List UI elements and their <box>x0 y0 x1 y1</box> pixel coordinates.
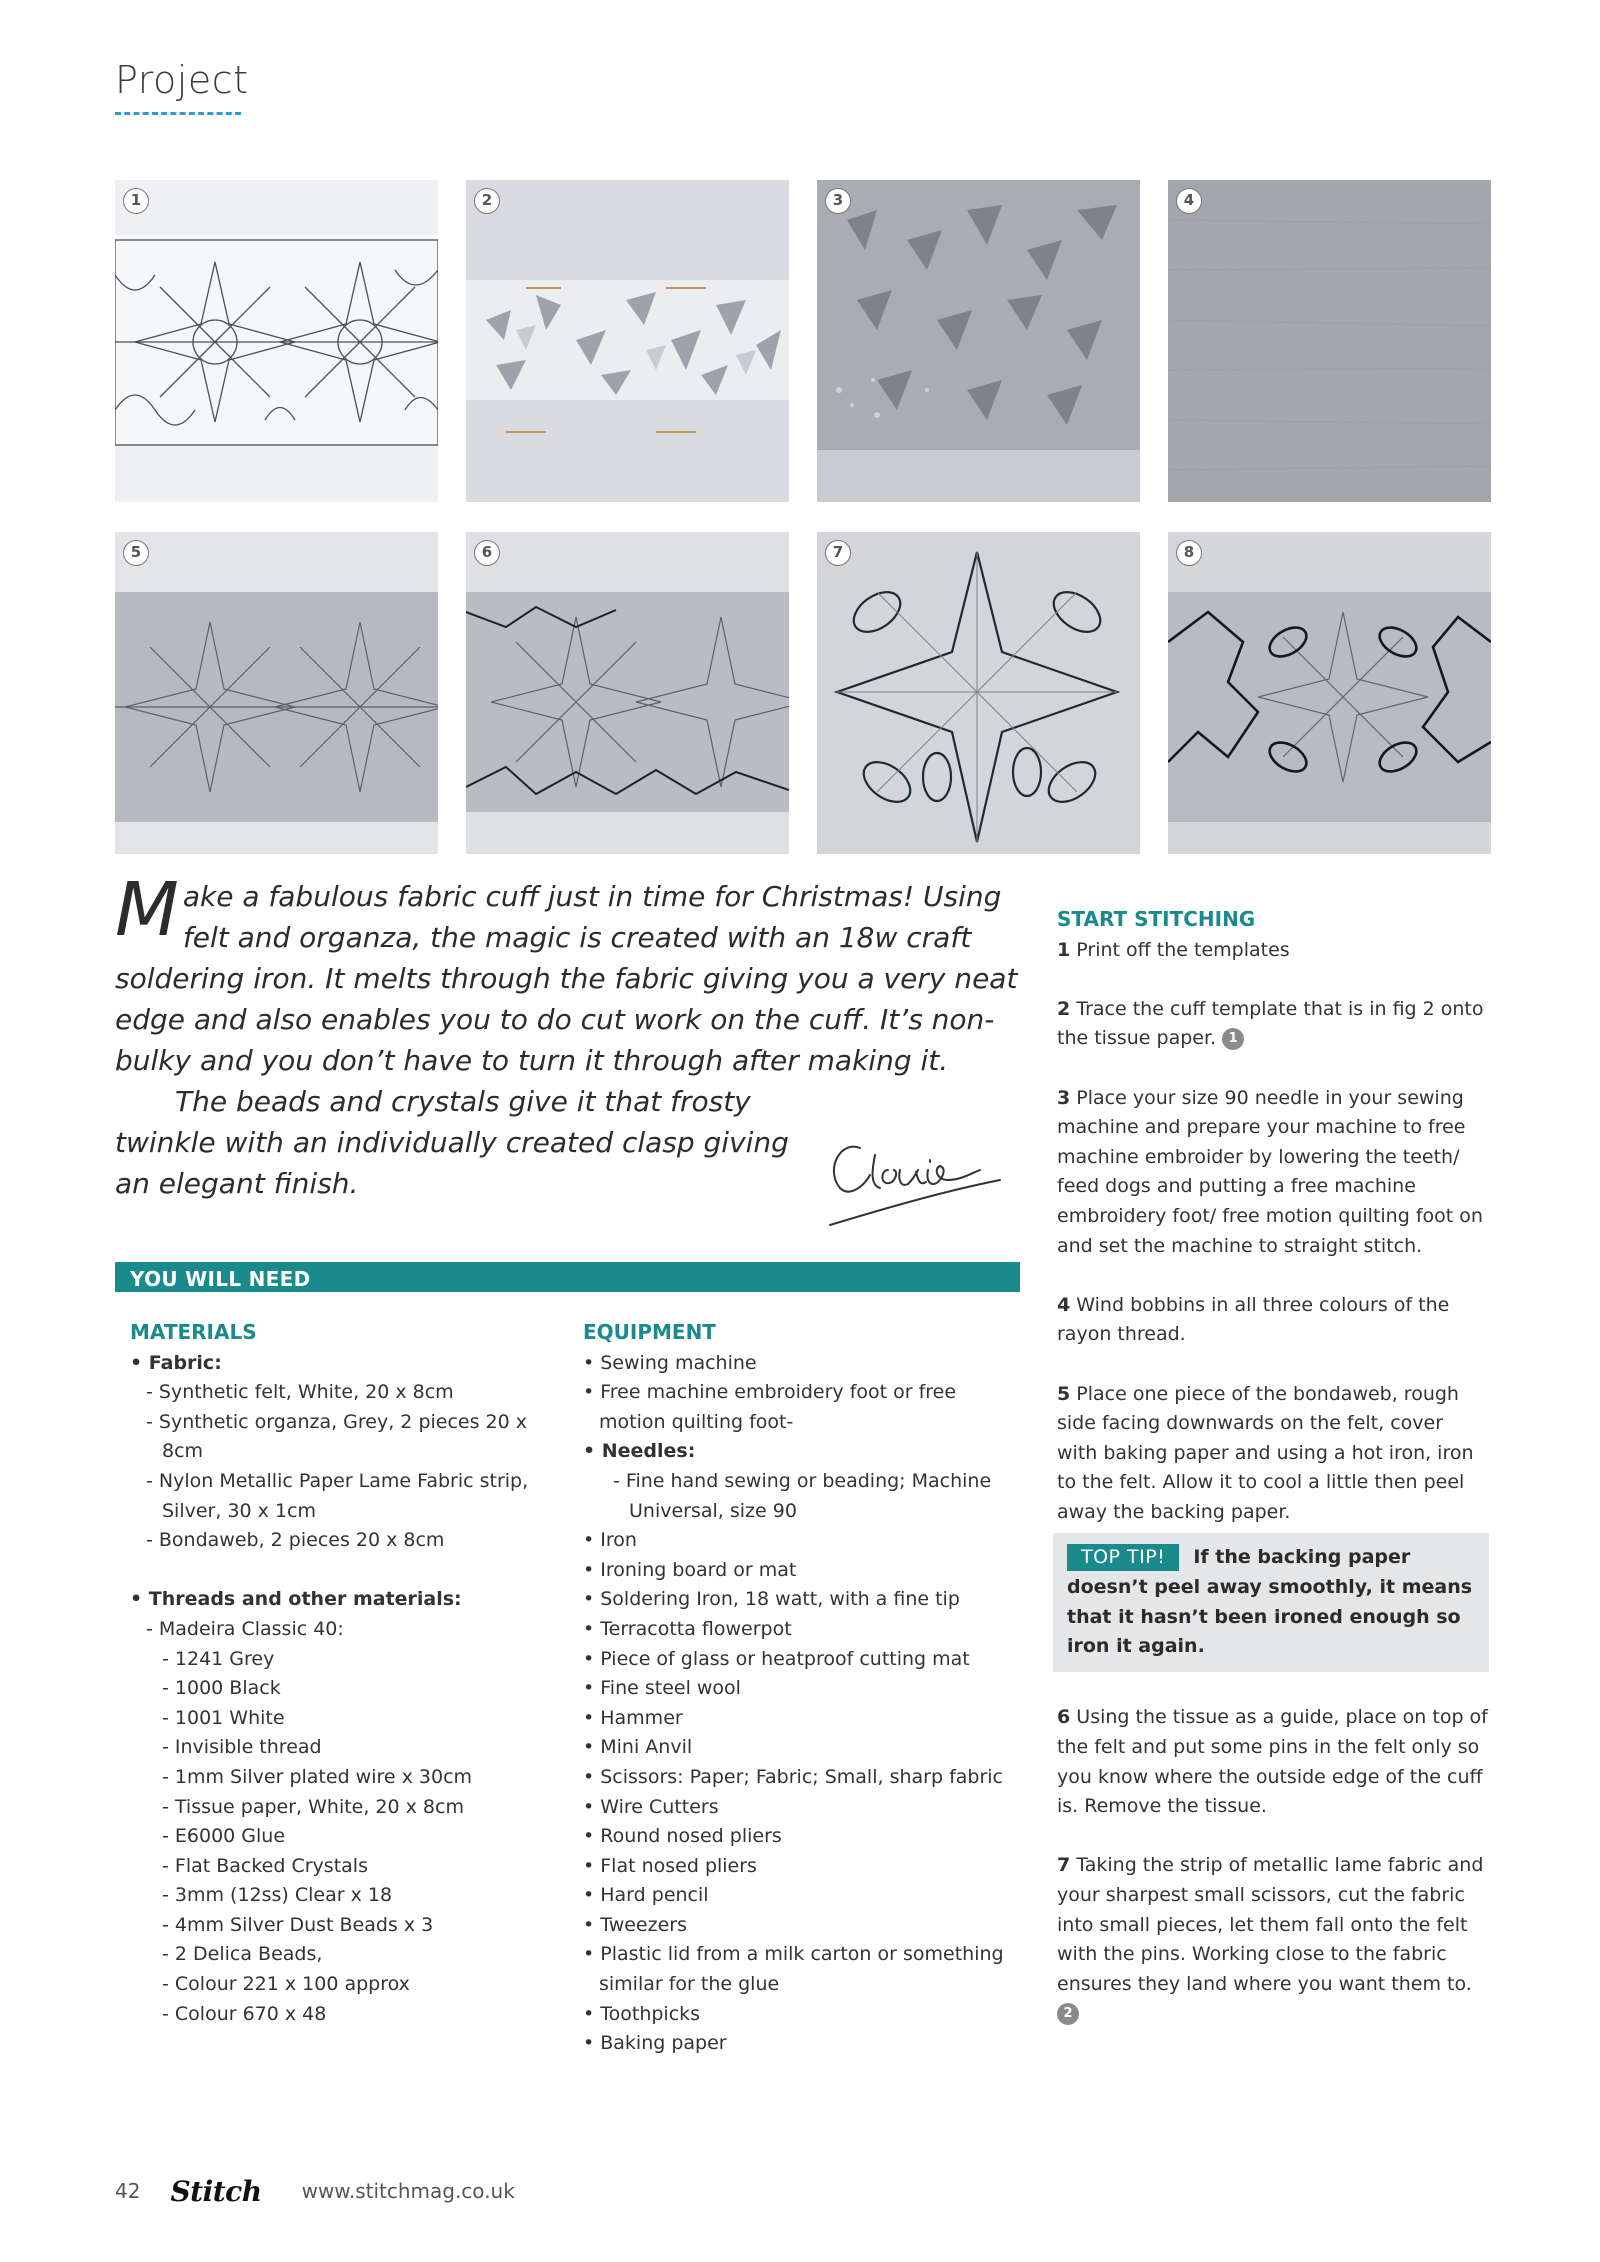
list-item: • Toothpicks <box>583 2002 701 2025</box>
list-item: • Terracotta flowerpot <box>583 1617 792 1640</box>
intro-paragraph-2: The beads and crystals give it that frosty twinkle with an individually created clasp giving an elegant finish. <box>115 1085 789 1200</box>
author-signature <box>820 1130 1010 1240</box>
list-item: - Synthetic organza, Grey, 2 pieces 20 x 8cm <box>146 1410 528 1463</box>
list-item: - Invisible thread <box>162 1736 322 1759</box>
step-photo-4 <box>1168 180 1491 502</box>
equipment-heading: EQUIPMENT <box>583 1320 716 1344</box>
list-item: - E6000 Glue <box>162 1825 286 1848</box>
step-number: 6 <box>1057 1706 1071 1729</box>
list-item: - Tissue paper, White, 20 x 8cm <box>162 1795 464 1818</box>
section-underline <box>115 112 241 115</box>
list-item: • Round nosed pliers <box>583 1825 782 1848</box>
list-item: • Fine steel wool <box>583 1677 741 1700</box>
fabric-label: • Fabric: <box>130 1351 222 1374</box>
step-5 <box>1057 1380 1489 1528</box>
threads-label: • Threads and other materials: <box>130 1588 462 1611</box>
list-item: - Colour 221 x 100 approx <box>162 1973 410 1996</box>
step-number: 1 <box>1057 938 1071 961</box>
step-7 <box>1057 1851 1489 2029</box>
magazine-logo: Stitch <box>170 2174 262 2208</box>
pinned-tissue-image <box>115 532 438 854</box>
photo-number-badge: 8 <box>1176 540 1202 566</box>
step-number: 2 <box>1057 997 1071 1020</box>
list-item: • Free machine embroidery foot or free motion quilting foot- <box>583 1381 957 1433</box>
page-footer <box>115 2175 515 2207</box>
list-item: - 4mm Silver Dust Beads x 3 <box>162 1913 434 1936</box>
needles-label: • Needles: <box>583 1440 696 1463</box>
list-item: • Flat nosed pliers <box>583 1854 757 1877</box>
photo-number-badge: 5 <box>123 540 149 566</box>
list-item: - Colour 670 x 48 <box>162 2002 327 2025</box>
grey-organza-image <box>1168 180 1491 502</box>
step-photo-1 <box>115 180 438 502</box>
list-item: - Synthetic felt, White, 20 x 8cm <box>146 1381 454 1404</box>
figure-ref-badge: 2 <box>1057 2003 1079 2025</box>
list-item: • Iron <box>583 1529 637 1552</box>
finished-stitching-image <box>1168 532 1491 854</box>
step-photo-2 <box>466 180 789 502</box>
list-item: • Mini Anvil <box>583 1736 693 1759</box>
top-tip-text: If the backing paper doesn’t peel away smoothly, it means that it hasn’t been ironed enough so iron it again. <box>1067 1546 1473 1658</box>
step-text: Trace the cuff template that is in fig 2 onto the tissue paper. <box>1057 997 1484 1050</box>
organza-over-fragments-image <box>817 180 1140 502</box>
signature-image <box>820 1130 1010 1240</box>
step-photo-6 <box>466 532 789 854</box>
list-item: - 1001 White <box>162 1706 285 1729</box>
list-item: • Ironing board or mat <box>583 1558 797 1581</box>
list-item: • Baking paper <box>583 2032 727 2055</box>
list-item: • Tweezers <box>583 1913 687 1936</box>
materials-heading: MATERIALS <box>130 1320 257 1344</box>
stitched-outline-image <box>466 532 789 854</box>
list-item: - 2 Delica Beads, <box>162 1943 323 1966</box>
you-will-need-label: YOU WILL NEED <box>130 1267 311 1291</box>
step-2 <box>1057 995 1489 1054</box>
list-item: - Fine hand sewing or beading; Machine Universal, size 90 <box>613 1469 992 1522</box>
list-item: - Madeira Classic 40: <box>146 1617 344 1640</box>
top-tip-box <box>1053 1533 1489 1671</box>
photo-number-badge: 4 <box>1176 188 1202 214</box>
you-will-need-bar <box>115 1262 1020 1292</box>
photo-number-badge: 6 <box>474 540 500 566</box>
list-item: - Flat Backed Crystals <box>162 1854 368 1877</box>
step-photo-5 <box>115 532 438 854</box>
step-photo-7 <box>817 532 1140 854</box>
step-text: Place your size 90 needle in your sewing machine and prepare your machine to free machine embroider by lowering the teeth/ feed dogs and putting a free machine embroidery foot/ free motion quilting foot on and set the machine to straight stitch. <box>1057 1086 1483 1257</box>
step-text: Taking the strip of metallic lame fabric and your sharpest small scissors, cut the fabric into small pieces, let them fall onto the felt with the pins. Working close to the fabric ensures they land where you want them to. <box>1057 1854 1484 1995</box>
start-stitching-column <box>1057 905 1489 2029</box>
step-number: 3 <box>1057 1086 1071 1109</box>
step-text: Print off the templates <box>1076 938 1290 961</box>
list-item: - Bondaweb, 2 pieces 20 x 8cm <box>146 1529 445 1552</box>
photo-number-badge: 7 <box>825 540 851 566</box>
website-url: www.stitchmag.co.uk <box>301 2179 515 2203</box>
materials-column <box>130 1318 560 2029</box>
metallic-fragments-image <box>466 180 789 502</box>
step-text: Using the tissue as a guide, place on top of the felt and put some pins in the felt only so you know where the outside edge of the cuff is. Remove the tissue. <box>1057 1706 1488 1818</box>
list-item: - 1241 Grey <box>162 1647 275 1670</box>
top-tip-label: TOP TIP! <box>1067 1544 1179 1571</box>
list-item: • Wire Cutters <box>583 1795 719 1818</box>
intro-paragraph-1 <box>115 867 1035 1081</box>
step-photo-8 <box>1168 532 1491 854</box>
list-item: • Sewing machine <box>583 1351 757 1374</box>
intro-paragraph-1-text: ake a fabulous fabric cuff just in time for Christmas! Using felt and organza, the magic is created with an 18w craft soldering iron. It melts through the fabric giving you a very neat edge and also enables you to do cut work on the cuff. It’s non-bulky and you don’t have to turn it through after making it. <box>115 880 1018 1077</box>
list-item: • Soldering Iron, 18 watt, with a fine tip <box>583 1588 960 1611</box>
list-item: • Scissors: Paper; Fabric; Small, sharp fabric <box>583 1765 1003 1788</box>
step-photo-3 <box>817 180 1140 502</box>
list-item: - 1000 Black <box>162 1677 281 1700</box>
list-item: - 3mm (12ss) Clear x 18 <box>162 1884 393 1907</box>
photo-number-badge: 2 <box>474 188 500 214</box>
photo-number-badge: 3 <box>825 188 851 214</box>
list-item: • Hard pencil <box>583 1884 709 1907</box>
step-text: Wind bobbins in all three colours of the rayon thread. <box>1057 1293 1450 1346</box>
step-number: 5 <box>1057 1382 1071 1405</box>
list-item: • Plastic lid from a milk carton or something similar for the glue <box>583 1943 1004 1996</box>
step-4 <box>1057 1291 1489 1350</box>
list-item: - Nylon Metallic Paper Lame Fabric strip, Silver, 30 x 1cm <box>146 1469 529 1522</box>
page-number: 42 <box>115 2179 141 2203</box>
step-6 <box>1057 1703 1489 1821</box>
drop-cap: M <box>115 867 179 953</box>
stitch-closeup-image <box>817 532 1140 854</box>
step-number: 7 <box>1057 1854 1071 1877</box>
equipment-column <box>583 1318 1013 2059</box>
list-item: • Hammer <box>583 1706 683 1729</box>
figure-ref-badge: 1 <box>1222 1028 1244 1050</box>
section-title: Project <box>115 58 249 102</box>
step-number: 4 <box>1057 1293 1071 1316</box>
step-3 <box>1057 1084 1489 1262</box>
list-item: - 1mm Silver plated wire x 30cm <box>162 1765 473 1788</box>
step-text: Place one piece of the bondaweb, rough side facing downwards on the felt, cover with baking paper and using a hot iron, iron to the felt. Allow it to cool a little then peel away the backing paper. <box>1057 1382 1474 1523</box>
start-stitching-heading: START STITCHING <box>1057 907 1256 931</box>
step-1 <box>1057 936 1489 966</box>
photo-number-badge: 1 <box>123 188 149 214</box>
list-item: • Piece of glass or heatproof cutting mat <box>583 1647 970 1670</box>
template-drawing-image <box>115 180 438 502</box>
